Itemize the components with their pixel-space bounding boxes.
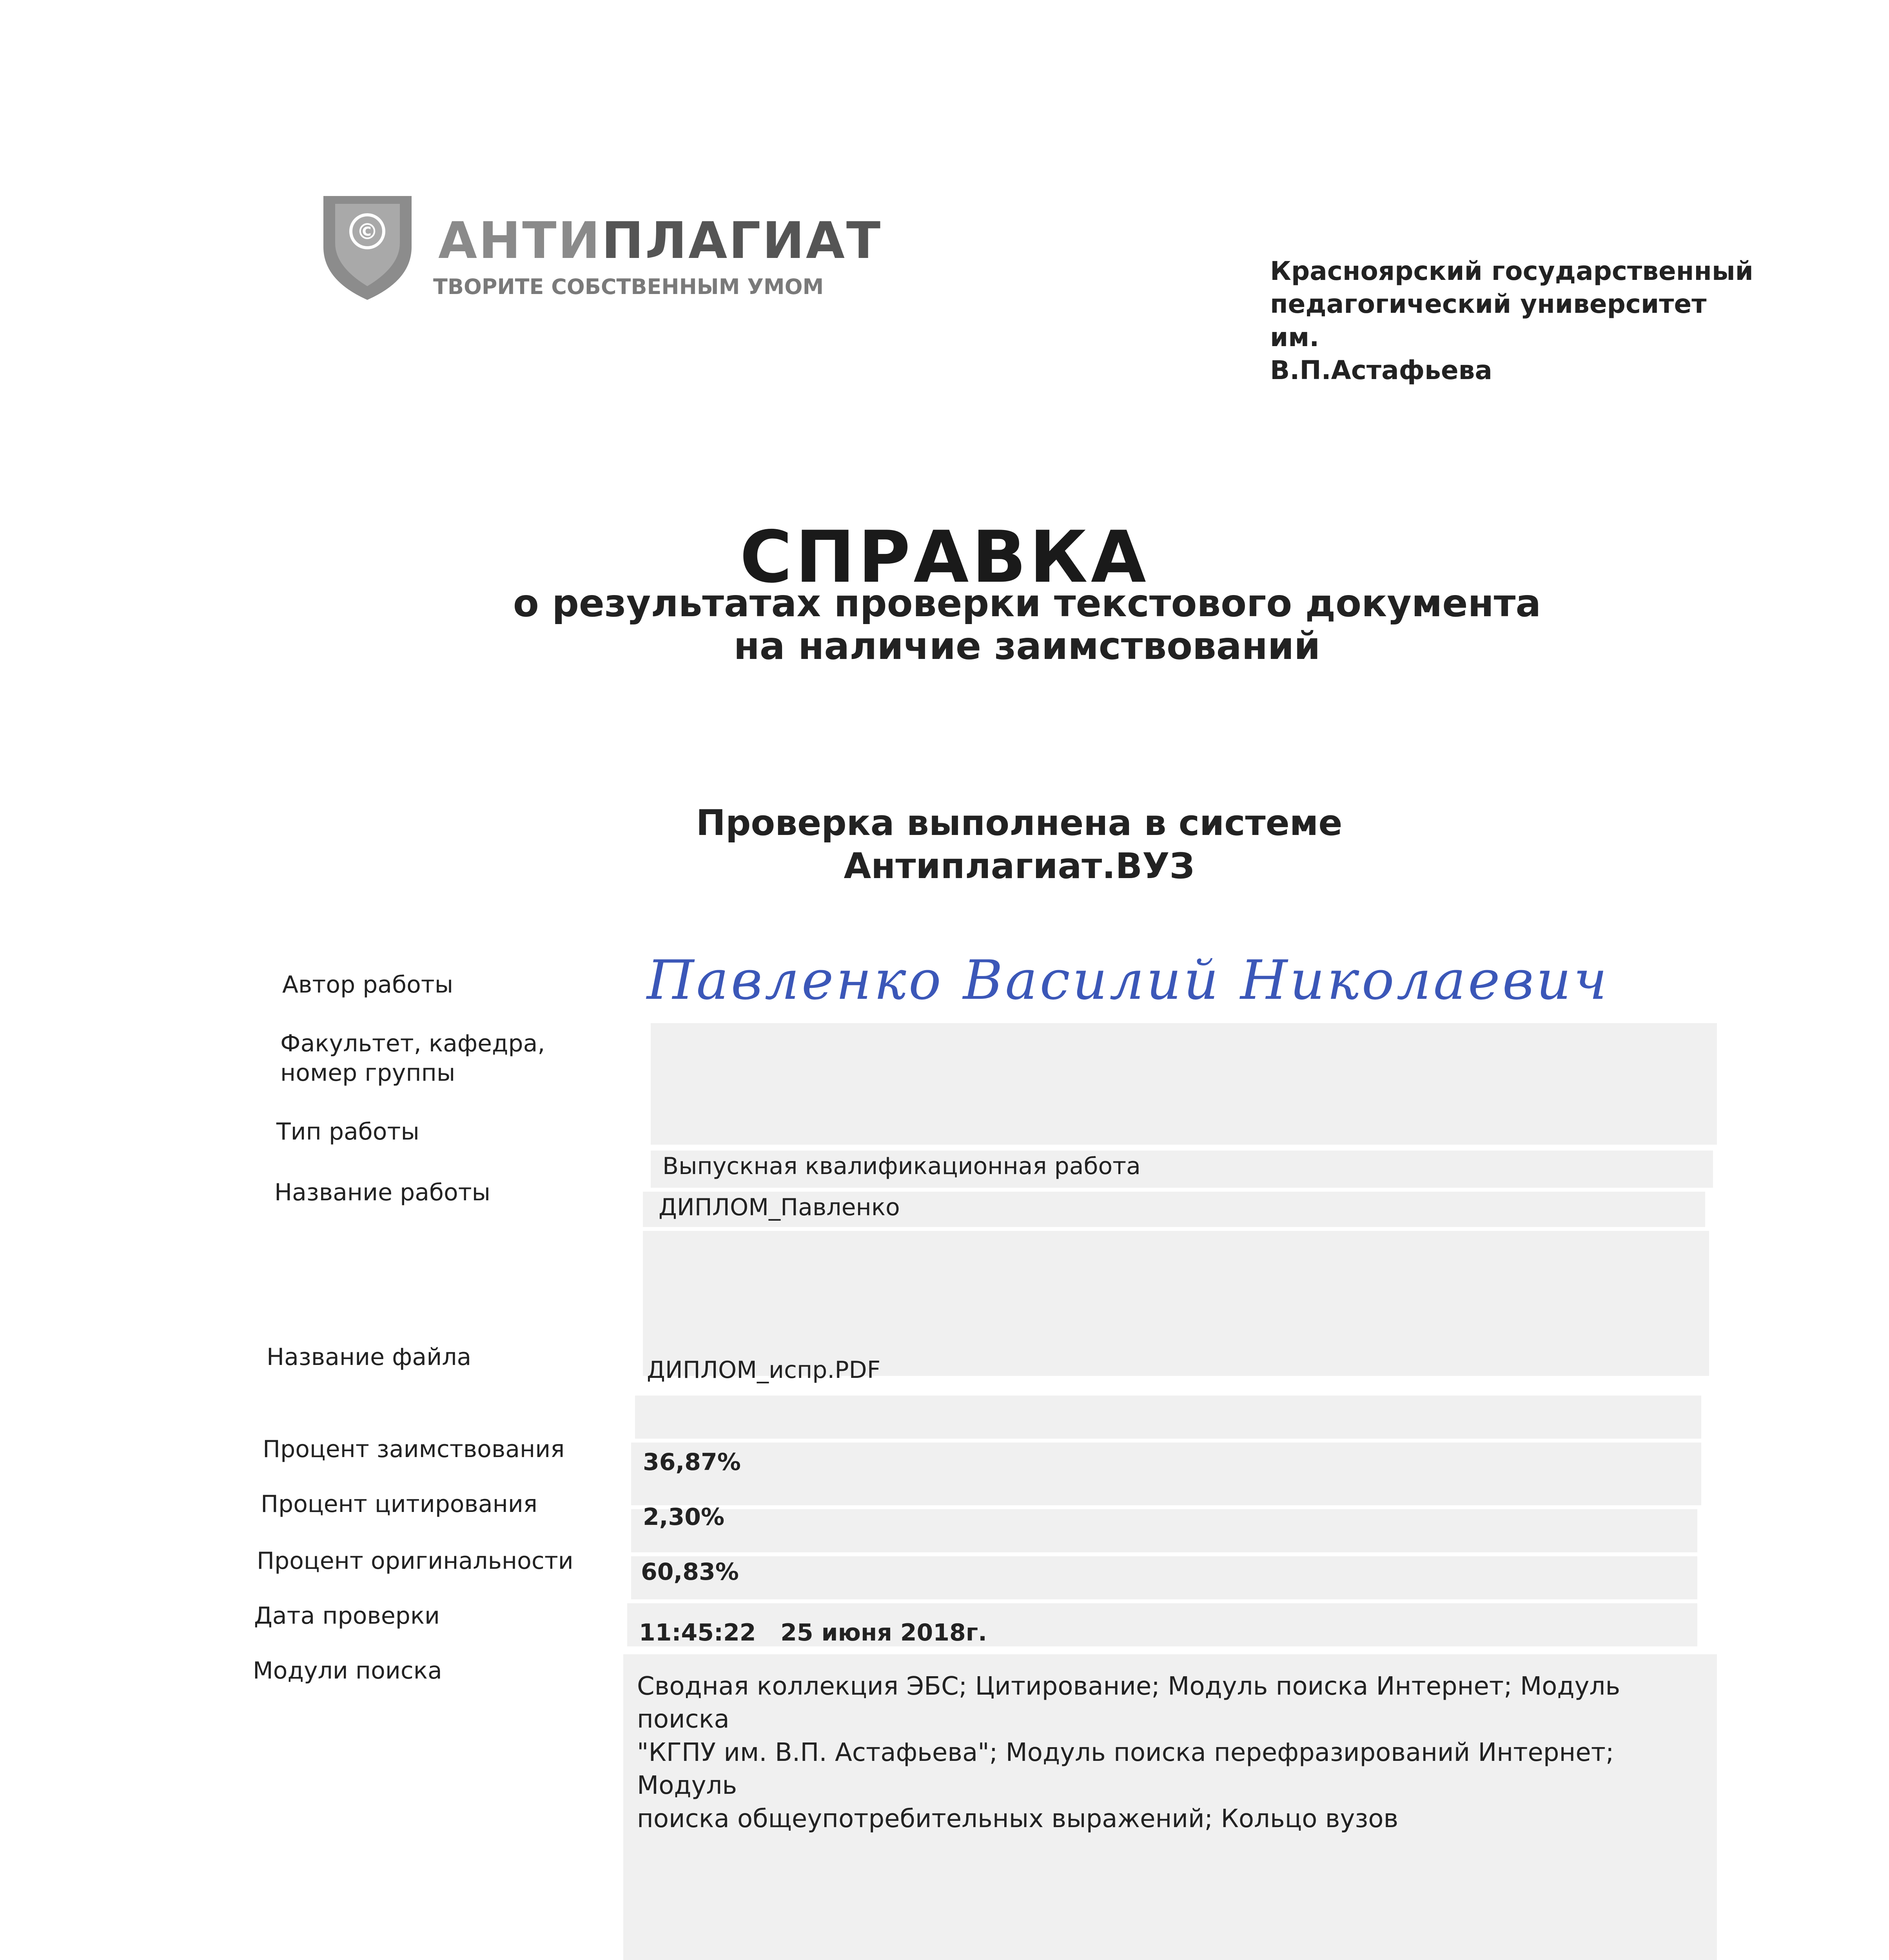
subtitle-line: на наличие заимствований — [733, 624, 1321, 668]
borrowing-value: 36,87% — [643, 1448, 741, 1476]
work-type-label: Тип работы — [276, 1118, 419, 1145]
search-modules-label: Модули поиска — [253, 1657, 442, 1684]
work-title-label: Название работы — [274, 1179, 491, 1206]
system-line: Проверка выполнена в системе — [696, 802, 1343, 844]
originality-field-box — [631, 1556, 1697, 1599]
logo-wordmark-light: АНТИ — [438, 212, 602, 270]
antiplagiat-shield-logo — [319, 188, 416, 302]
originality-label: Процент оригинальности — [257, 1547, 573, 1575]
check-time: 11:45:22 — [639, 1619, 756, 1646]
file-name-label: Название файла — [267, 1343, 472, 1371]
borrowing-label: Процент заимствования — [263, 1436, 565, 1463]
system-line: Антиплагиат.ВУЗ — [844, 845, 1195, 887]
logo-tagline: ТВОРИТЕ СОБСТВЕННЫМ УМОМ — [433, 274, 824, 299]
originality-value: 60,83% — [641, 1558, 739, 1586]
faculty-label — [280, 1029, 545, 1088]
faculty-label-line: номер группы — [280, 1059, 455, 1087]
work-type-value: Выпускная квалификационная работа — [662, 1152, 1141, 1180]
faculty-label-line: Факультет, кафедра, — [280, 1030, 545, 1057]
subtitle-line: о результатах проверки текстового документа — [513, 581, 1541, 625]
document-title: СПРАВКА — [740, 515, 1149, 599]
work-title-value: ДИПЛОМ_Павленко — [659, 1194, 900, 1221]
system-caption — [627, 802, 1411, 888]
file-name-value: ДИПЛОМ_испр.PDF — [647, 1356, 881, 1384]
logo-copyright-symbol: © — [356, 219, 378, 245]
logo-wordmark — [438, 212, 882, 270]
check-date-label: Дата проверки — [254, 1602, 440, 1630]
check-date-value — [639, 1619, 987, 1646]
citation-value: 2,30% — [643, 1503, 725, 1531]
work-title-extra-box — [643, 1231, 1709, 1376]
citation-field-box — [631, 1509, 1697, 1552]
organization-name — [1270, 255, 1756, 387]
organization-line: Красноярский государственный — [1270, 256, 1753, 286]
check-date: 25 июня 2018г. — [780, 1619, 987, 1646]
borrowing-field-box — [631, 1443, 1701, 1505]
search-modules-value — [637, 1670, 1640, 1835]
author-handwritten-value: Павленко Василий Николаевич — [647, 949, 1610, 1012]
organization-line: В.П.Астафьева — [1270, 355, 1492, 386]
modules-line: Сводная коллекция ЭБС; Цитирование; Модуль поиска Интернет; Модуль поиска — [637, 1672, 1620, 1734]
file-name-field-box — [635, 1396, 1701, 1439]
logo-wordmark-dark: ПЛАГИАТ — [601, 212, 882, 270]
modules-line: "КГПУ им. В.П. Астафьева"; Модуль поиска перефразирований Интернет; Модуль — [637, 1738, 1614, 1800]
citation-label: Процент цитирования — [261, 1490, 537, 1518]
document-subtitle — [498, 582, 1556, 668]
modules-line: поиска общеупотребительных выражений; Кольцо вузов — [637, 1804, 1399, 1833]
faculty-field-box — [651, 1023, 1717, 1145]
organization-line: педагогический университет им. — [1270, 289, 1707, 352]
author-label: Автор работы — [282, 971, 454, 998]
